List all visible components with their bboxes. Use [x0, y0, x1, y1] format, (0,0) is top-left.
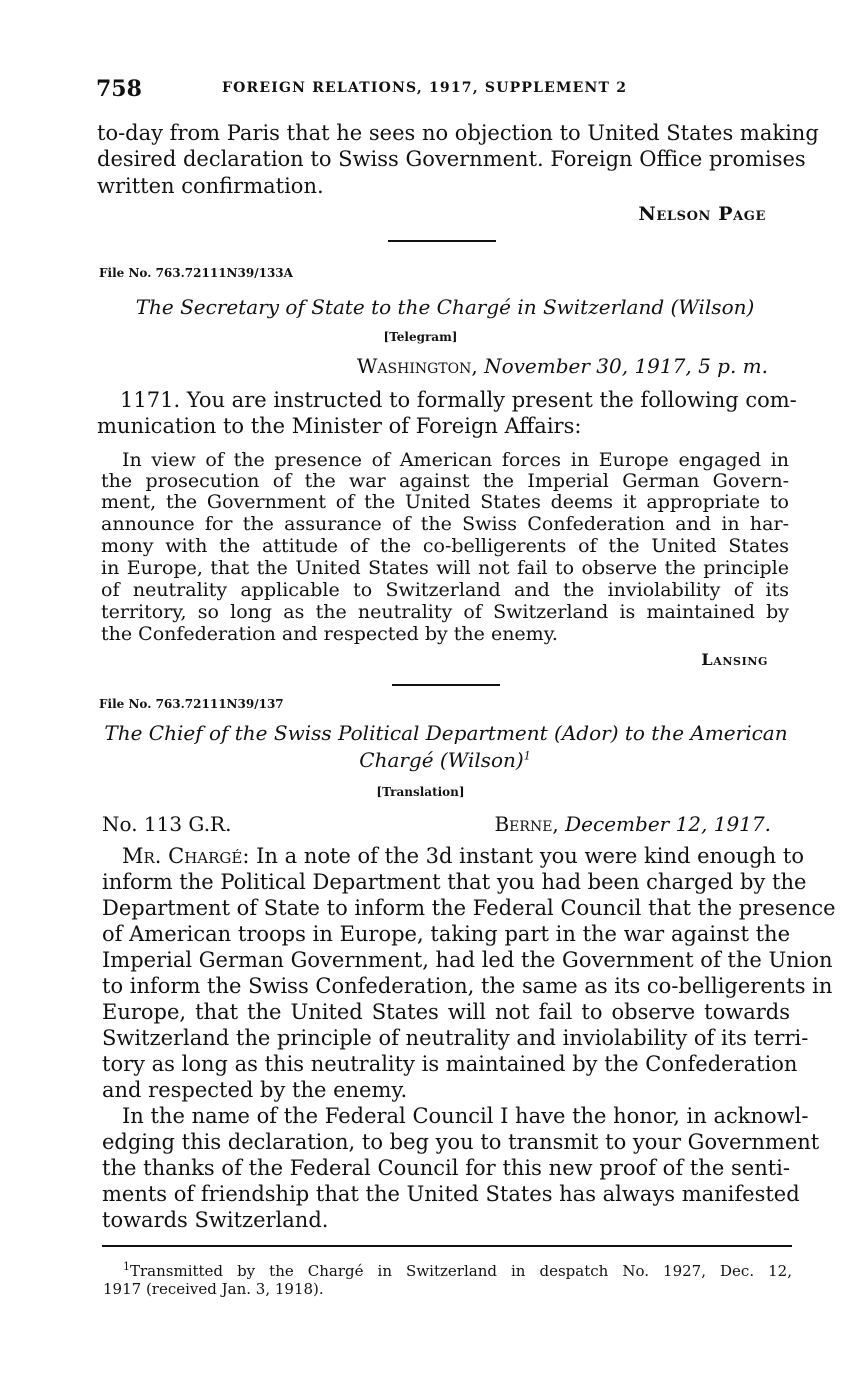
quote-line: territory, so long as the neutrality of Switzerland is maintained by: [101, 601, 789, 623]
dateline: [494, 812, 771, 836]
quote-line: the Confederation and respected by the enemy.: [101, 623, 558, 645]
paragraph-line: to inform the Swiss Confederation, the same as its co-belligerents in: [102, 974, 833, 998]
document-type: [Telegram]: [383, 330, 458, 344]
paragraph-line: tory as long as this neutrality is maintained by the Confederation: [102, 1052, 798, 1076]
section-divider: [388, 240, 496, 242]
section-divider: [392, 684, 500, 686]
paragraph-line: Imperial German Government, had led the Government of the Union: [102, 948, 833, 972]
quote-line: In view of the presence of American forces in Europe engaged in: [122, 449, 789, 471]
footnote-line: $^1$Transmitted by the Chargé in Switzerland in despatch No. 1927, Dec. 12,: [123, 1260, 792, 1280]
dateline-date: November 30, 1917, 5 p. m.: [484, 354, 768, 378]
quote-line: mony with the attitude of the co-belligerents of the United States: [101, 535, 789, 557]
page-number: 758: [96, 76, 142, 102]
quote-line: of neutrality applicable to Switzerland and the inviolability of its: [101, 579, 789, 601]
paragraph-line: inform the Political Department that you had been charged by the: [102, 870, 807, 894]
quote-line: announce for the assurance of the Swiss Confederation and in har-: [101, 513, 789, 535]
running-title: FOREIGN RELATIONS, 1917, SUPPLEMENT 2: [222, 80, 628, 96]
paragraph-line: ments of friendship that the United States has always manifested: [102, 1182, 800, 1206]
intro-line: written confirmation.: [97, 174, 324, 198]
quote-line: ment, the Government of the United States deems it appropriate to: [101, 491, 789, 513]
footnote-reference[interactable]: 1: [523, 749, 531, 763]
paragraph-line: Switzerland the principle of neutrality and inviolability of its terri-: [102, 1026, 809, 1050]
paragraph-line: In the name of the Federal Council I have the honor, in acknowl-: [122, 1104, 809, 1128]
paragraph-line: edging this declaration, to beg you to transmit to your Government: [102, 1130, 820, 1154]
paragraph-line: of American troops in Europe, taking part in the war against the: [102, 922, 790, 946]
dateline-place: Washington,: [356, 354, 478, 378]
quote-line: the prosecution of the war against the Imperial German Govern-: [101, 470, 789, 492]
document-heading-cont: Chargé (Wilson)$^1$: [359, 748, 531, 772]
signature-lansing: Lansing: [701, 650, 768, 669]
file-number: File No. 763.72111N39/137: [99, 697, 284, 711]
salutation: Mr. Chargé:: [122, 844, 250, 868]
footnote-mark: 1: [123, 1260, 130, 1273]
intro-line: desired declaration to Swiss Government. Foreign Office promises: [97, 147, 806, 171]
paragraph-line: munication to the Minister of Foreign Affairs:: [97, 414, 582, 438]
quote-line: in Europe, that the United States will not fail to observe the principle: [101, 557, 789, 579]
paragraph-line: 1171. You are instructed to formally present the following com-: [120, 388, 797, 412]
paragraph-line: towards Switzerland.: [102, 1208, 329, 1232]
document-type: [Translation]: [376, 785, 465, 799]
paragraph-line: Mr. Chargé: In a note of the 3d instant you were kind enough to: [122, 844, 804, 868]
signature-nelson-page: Nelson Page: [638, 203, 766, 225]
intro-line: to-day from Paris that he sees no objection to United States making: [97, 121, 819, 145]
paragraph-line: Europe, that the United States will not fail to observe towards: [102, 1000, 790, 1024]
document-heading: The Secretary of State to the Chargé in Switzerland (Wilson): [135, 295, 755, 319]
footnote-rule: [102, 1245, 792, 1247]
document-number: No. 113 G.R.: [102, 812, 232, 836]
paragraph-line: the thanks of the Federal Council for this new proof of the senti-: [102, 1156, 790, 1180]
dateline: [357, 354, 768, 378]
footnote-line: 1917 (received Jan. 3, 1918).: [103, 1280, 324, 1298]
dateline-place: Berne,: [494, 812, 559, 836]
file-number: File No. 763.72111N39/133A: [99, 266, 293, 280]
dateline-date: December 12, 1917.: [565, 812, 771, 836]
paragraph-line: and respected by the enemy.: [102, 1078, 408, 1102]
paragraph-line: Department of State to inform the Federal Council that the presence: [102, 896, 836, 920]
document-heading: The Chief of the Swiss Political Department (Ador) to the American: [104, 721, 788, 745]
